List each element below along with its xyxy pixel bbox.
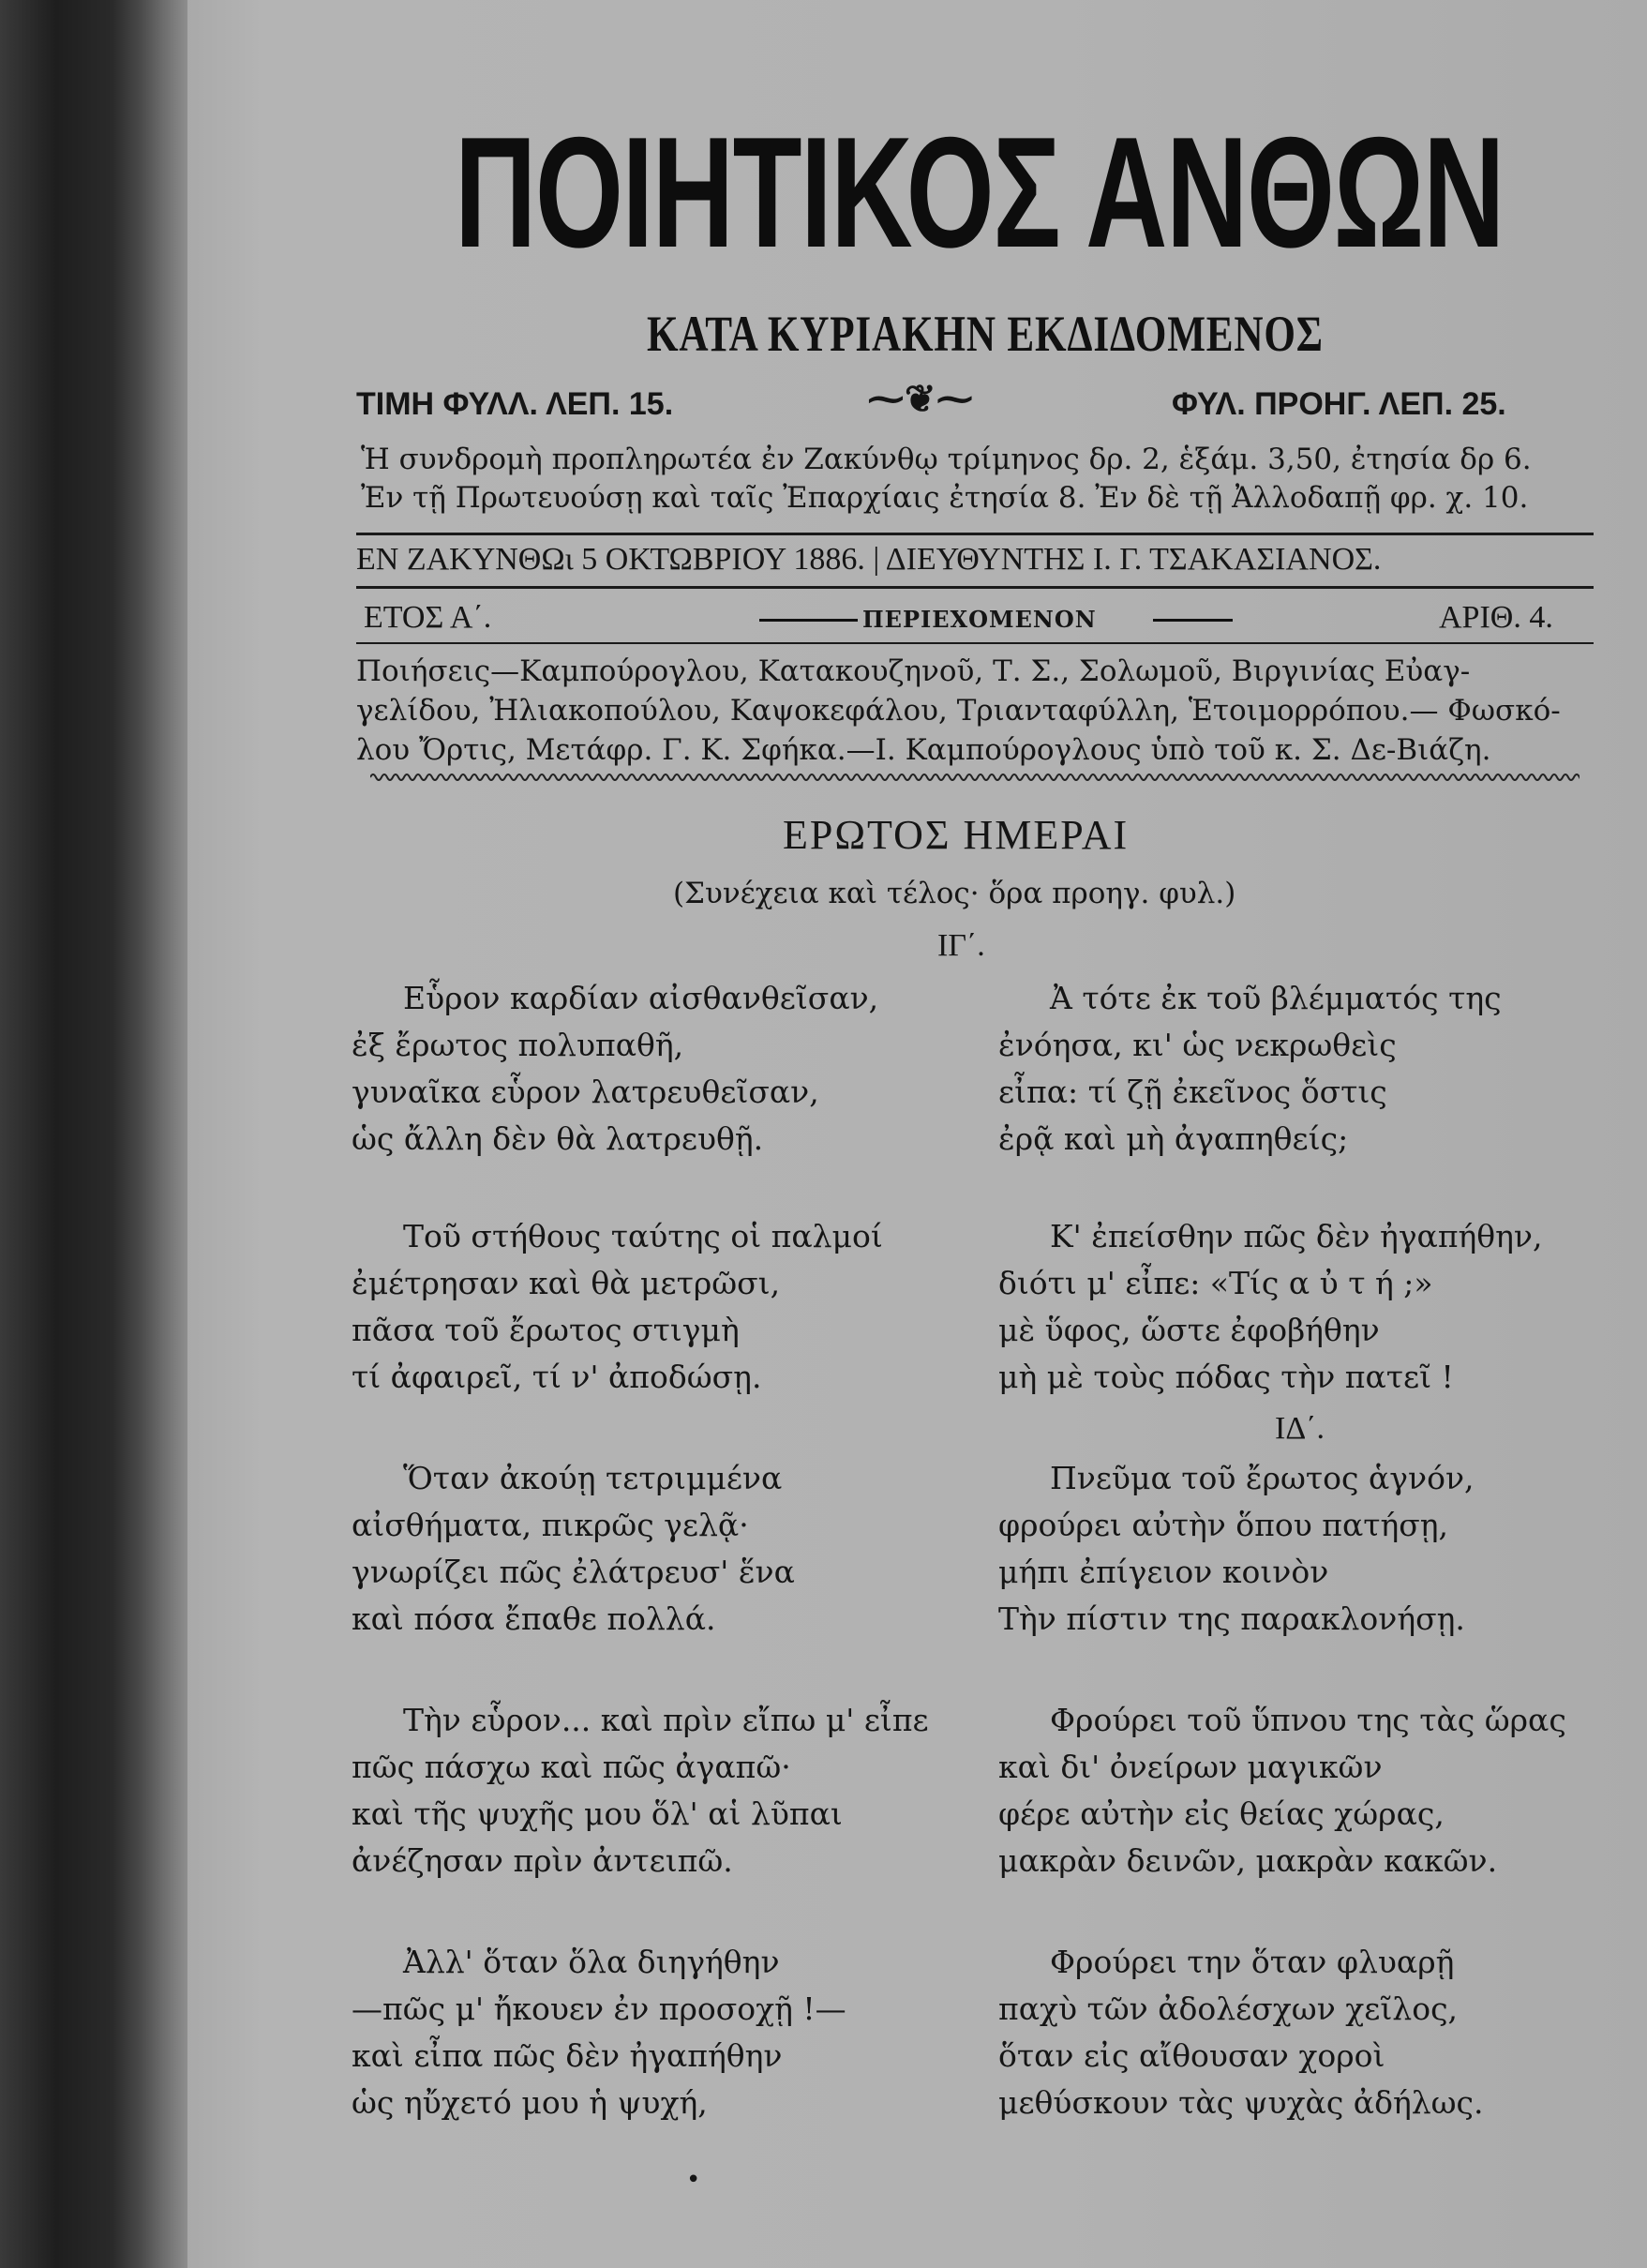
rule-mid xyxy=(356,586,1594,589)
masthead-subtitle: ΚΑΤΑ ΚΥΡΙΑΚΗΝ ΕΚΔΙΔΟΜΕΝΟΣ xyxy=(647,306,1324,362)
verse-line: ἐξ ἔρωτος πολυπαθῆ, xyxy=(352,1027,684,1063)
verse-line: Τοῦ στήθους ταύτης οἱ παλμοί xyxy=(403,1218,883,1254)
stanza-right-1 xyxy=(998,975,1502,1163)
verse-line: ἐμέτρησαν καὶ θὰ μετρῶσι, xyxy=(352,1265,781,1301)
stanza-right-3 xyxy=(998,1455,1475,1643)
subscription-line-2: Ἐν τῇ Πρωτευούσῃ καὶ ταῖς Ἐπαρχίαις ἐτησία 8. Ἐν δὲ τῇ Ἀλλοδαπῇ φρ. χ. 10. xyxy=(361,481,1529,515)
verse-line: διότι μ' εἶπε: «Τίς α ὐ τ ή ;» xyxy=(998,1265,1433,1301)
verse-line: αἰσθήματα, πικρῶς γελᾷ· xyxy=(352,1507,749,1543)
verse-line: Ὅταν ἀκούῃ τετριμμένα xyxy=(403,1460,783,1496)
verse-line: ὅταν εἰς αἴθουσαν χοροὶ xyxy=(998,2037,1385,2074)
verse-line: μακρὰν δεινῶν, μακρὰν κακῶν. xyxy=(998,1842,1498,1879)
page-dot-mark: • xyxy=(686,2166,701,2194)
issue-number: ΑΡΙΘ. 4. xyxy=(1439,600,1553,635)
verse-line: ἐνόησα, κι' ὡς νεκρωθεὶς xyxy=(998,1027,1397,1063)
verse-line: Φρούρει τοῦ ὕπνου της τὰς ὥρας xyxy=(1050,1702,1566,1738)
verse-line: Φρούρει την ὅταν φλυαρῇ xyxy=(1050,1944,1455,1980)
price-current-issue: ΤΙΜΗ ΦΥΛΛ. ΛΕΠ. 15. xyxy=(356,386,674,422)
verse-line: ἐρᾷ καὶ μὴ ἀγαπηθείς; xyxy=(998,1120,1349,1157)
rule-top xyxy=(356,533,1594,535)
stanza-left-4 xyxy=(352,1697,929,1885)
verse-line: πᾶσα τοῦ ἔρωτος στιγμὴ xyxy=(352,1312,740,1348)
contents-label: ΠΕΡΙΕΧΟΜΕΝΟΝ xyxy=(862,606,1097,633)
verse-line: Πνεῦμα τοῦ ἔρωτος ἁγνόν, xyxy=(1050,1460,1475,1496)
verse-line: ὡς ηὔχετό μου ἡ ψυχή, xyxy=(352,2084,708,2121)
verse-line: πῶς πάσχω καὶ πῶς ἀγαπῶ· xyxy=(352,1749,791,1785)
verse-line: μὲ ὕφος, ὥστε ἐφοβήθην xyxy=(998,1312,1380,1348)
stanza-right-4 xyxy=(998,1697,1566,1885)
verse-line: Ἀ τότε ἐκ τοῦ βλέμματός της xyxy=(1050,980,1502,1016)
ornament-divider: ⁓❦⁓ xyxy=(867,377,974,421)
table-of-contents xyxy=(356,652,1598,770)
contents-dash-right xyxy=(1153,619,1233,622)
stanza-left-3 xyxy=(352,1455,795,1643)
stanza-left-2 xyxy=(352,1213,883,1401)
book-spine-shadow xyxy=(0,0,202,2268)
verse-line: καὶ δι' ὀνείρων μαγικῶν xyxy=(998,1749,1383,1785)
verse-line: μεθύσκουν τὰς ψυχὰς ἀδήλως. xyxy=(998,2084,1484,2121)
verse-line: καὶ εἶπα πῶς δὲν ἠγαπήθην xyxy=(352,2037,783,2074)
verse-line: καὶ πόσα ἔπαθε πολλά. xyxy=(352,1600,716,1637)
verse-line: καὶ τῆς ψυχῆς μου ὅλ' αἱ λῦπαι xyxy=(352,1795,843,1832)
verse-line: —πῶς μ' ἤκουεν ἐν προσοχῇ !— xyxy=(352,1990,846,2027)
verse-line: Εὗρον καρδίαν αἰσθανθεῖσαν, xyxy=(403,980,879,1016)
verse-line: τί ἀφαιρεῖ, τί ν' ἀποδώσῃ. xyxy=(352,1359,762,1395)
verse-line: Κ' ἐπείσθην πῶς δὲν ἠγαπήθην, xyxy=(1050,1218,1543,1254)
price-previous-issue: ΦΥΛ. ΠΡΟΗΓ. ΛΕΠ. 25. xyxy=(1172,386,1506,422)
verse-line: φέρε αὐτὴν εἰς θείας χώρας, xyxy=(998,1795,1445,1832)
stanza-right-2 xyxy=(998,1213,1543,1401)
verse-line: Τὴν εὗρον... καὶ πρὶν εἴπω μ' εἶπε xyxy=(403,1702,929,1738)
toc-line: γελίδου, Ἠλιακοπούλου, Καψοκεφάλου, Τριανταφύλλη, Ἑτοιμορρόπου.— Φωσκό- xyxy=(356,694,1561,728)
poem-subtitle: (Συνέχεια καὶ τέλος· ὅρα προηγ. φυλ.) xyxy=(673,877,1236,910)
toc-line: Ποιήσεις—Καμπούρογλου, Κατακουζηνοῦ, Τ. Σ., Σολωμοῦ, Βιργινίας Εὐαγ- xyxy=(356,654,1471,688)
toc-line: λου Ὄρτις, Μετάφρ. Γ. Κ. Σφήκα.—Ι. Καμπούρογλους ὑπὸ τοῦ κ. Σ. Δε-Βιάζη. xyxy=(356,733,1491,767)
stanza-right-5 xyxy=(998,1939,1484,2126)
issue-year: ΕΤΟΣ Α΄. xyxy=(364,600,492,635)
subscription-line-1: Ἡ συνδρομὴ προπληρωτέα ἐν Ζακύνθῳ τρίμηνος δρ. 2, ἑξάμ. 3,50, ἐτησία δρ 6. xyxy=(361,443,1532,476)
rule-contents xyxy=(356,642,1594,644)
verse-line: ἀνέζησαν πρὶν ἀντειπῶ. xyxy=(352,1842,733,1879)
stanza-left-5 xyxy=(352,1939,846,2126)
wavy-separator xyxy=(370,771,1580,784)
verse-line: εἶπα: τί ζῇ ἐκεῖνος ὅστις xyxy=(998,1074,1387,1110)
verse-line: ὡς ἄλλη δὲν θὰ λατρευθῇ. xyxy=(352,1120,764,1157)
poem-title: ΕΡΩΤΟΣ ΗΜΕΡΑΙ xyxy=(783,812,1130,858)
verse-line: γυναῖκα εὗρον λατρευθεῖσαν, xyxy=(352,1074,819,1110)
verse-line: Ἀλλ' ὅταν ὅλα διηγήθην xyxy=(403,1944,780,1980)
dateline: ΕΝ ΖΑΚΥΝΘΩι 5 ΟΚΤΩΒΡΙΟΥ 1886. | ΔΙΕΥΘΥΝΤΗΣ Ι. Γ. ΤΣΑΚΑΣΙΑΝΟΣ. xyxy=(356,542,1382,577)
verse-line: παχὺ τῶν ἀδολέσχων χεῖλος, xyxy=(998,1990,1459,2027)
verse-line: Τὴν πίστιν της παρακλονήσῃ. xyxy=(998,1600,1465,1637)
section-number-13: ΙΓ΄. xyxy=(937,928,985,963)
verse-line: φρούρει αὐτὴν ὅπου πατήσῃ, xyxy=(998,1507,1449,1543)
verse-line: μήπι ἐπίγειον κοινὸν xyxy=(998,1554,1329,1590)
stanza-left-1 xyxy=(352,975,878,1163)
verse-line: μὴ μὲ τοὺς πόδας τὴν πατεῖ ! xyxy=(998,1359,1454,1395)
verse-line: γνωρίζει πῶς ἐλάτρευσ' ἕνα xyxy=(352,1554,795,1590)
contents-dash-left xyxy=(759,619,858,622)
section-number-14: ΙΔ΄. xyxy=(1275,1411,1325,1446)
masthead-title: ΠΟΙΗΤΙΚΟΣ ΑΝΘΩΝ xyxy=(455,104,1505,280)
